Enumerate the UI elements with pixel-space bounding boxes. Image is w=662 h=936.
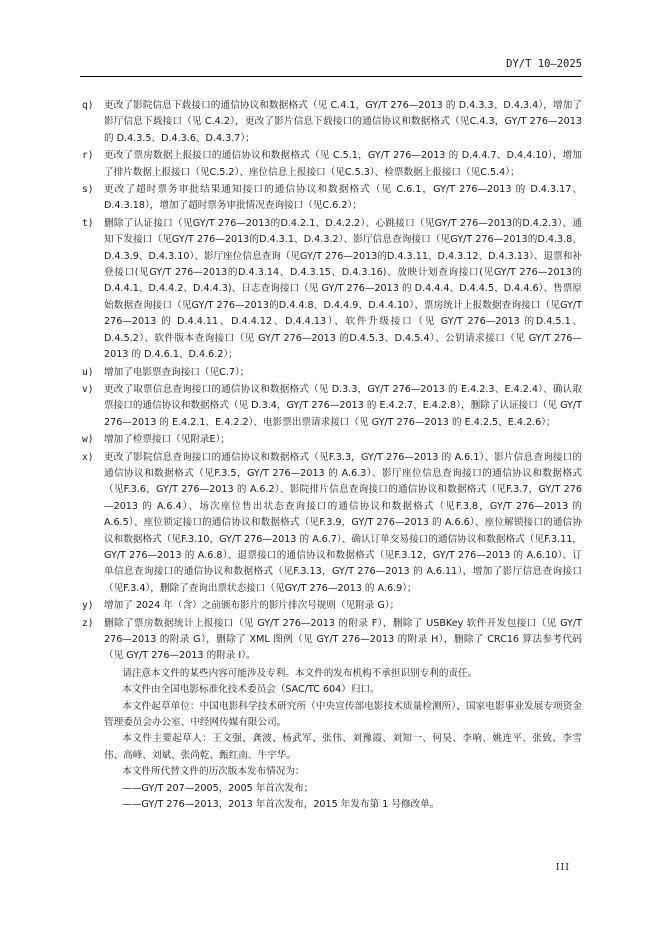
history-item: ——GY/T 207—2005，2005 年首次发布； bbox=[122, 782, 314, 794]
change-item bbox=[82, 450, 582, 598]
list-marker: r) bbox=[82, 150, 94, 162]
change-item bbox=[82, 432, 582, 448]
change-text: 更改了票房数据上报接口的通信协议和数据格式（见 C.5.1，GY/T 276—2013 的 D.4.4.7、D.4.4.10），增加了排片数据上报接口（见C.5.2）、座位信息上报接口（见C.5.3）、检票数据上报接口（见C.5.4）； bbox=[104, 150, 582, 178]
header-rule bbox=[80, 76, 582, 77]
change-item bbox=[82, 98, 582, 147]
list-marker: u) bbox=[82, 366, 94, 378]
change-text: 增加了检票接口（见附录E）； bbox=[104, 434, 230, 446]
change-text: 增加了电影票查询接口（见C.7）； bbox=[104, 366, 250, 378]
page-number: III bbox=[555, 862, 570, 873]
change-text: 更改了影院信息下载接口的通信协议和数据格式（见 C.4.1，GY/T 276—2013 的 D.4.3.3、D.4.3.4），增加了影厅信息下载接口（见 C.4.2），更改了影片信息下载接口的通信协议和数据格式（见C.4.3，GY/T 276—2013 的 D.4.3.5、D.4.3.6、D.4.3.7）； bbox=[104, 100, 582, 144]
change-item bbox=[82, 365, 582, 381]
change-item bbox=[82, 216, 582, 364]
change-list bbox=[82, 98, 582, 665]
change-text: 删除了认证接口（见GY/T 276—2013的D.4.2.1、D.4.2.2）、心跳接口（见GY/T 276—2013的D.4.2.3）、通知下发接口（见GY/T 276—2013的D.4.3.1、D.4.3.2）、影厅信息查询接口（见GY/T 276—2013的D.4.3.8、D.4.3.9、D.4.3.10）、影厅座位信息查询（见GY/T 276—2013的D.4.3.11、D.4.3.12、D.4.3.13）、退票和补登接口(见GY/T 276—2013的D.4.3.14、D.4.3.15、D.4.3.16)、放映计划查询接口(见GY/T 276—2013的D.4.4.1、D.4.4.2、D.4.4.3)、日志查询接口（见 GY/T 276—2013 的 D.4.4.4、D.4.4.5、D.4.4.6）、售票原始数据查询接口（见GY/T 276—2013的D.4.4.8、D.4.4.9、D.4.4.10）、票房统计上报数据查询接口（见GY/T 276—2013 的 D.4.4.11、D.4.4.12、D.4.4.13）、软件升级接口（见 GY/T 276—2013 的D.4.5.1、D.4.5.2）、软件版本查询接口（见 GY/T 276—2013 的D.4.5.3、D.4.5.4）、公钥请求接口（见 GY/T 276—2013 的 D.4.6.1、D.4.6.2）； bbox=[104, 217, 582, 361]
change-item bbox=[82, 382, 582, 431]
change-text: 增加了 2024 年（含）之前颁布影片的影片排次号规则（见附录 G）； bbox=[104, 600, 400, 612]
list-marker: w) bbox=[82, 434, 94, 446]
change-item bbox=[82, 598, 582, 614]
change-text: 删除了票房数据统计上报接口（见 GY/T 276—2013 的附录 F），删除了 USBKey 软件开发包接口（见 GY/T 276—2013 的附录 G），删除了 XML 图例（见 GY/T 276—2013 的附录 H），删除了 CRC16 算法参考代码（见 GY/T 276—2013 的附录 I）。 bbox=[104, 617, 582, 662]
drafting-units-paragraph: 本文件起草单位：中国电影科学技术研究所（中央宣传部电影技术质量检测所）、国家电影事业发展专项资金管理委员会办公室、中经网传媒有限公司。 bbox=[104, 700, 582, 729]
document-body bbox=[82, 98, 582, 813]
change-item bbox=[82, 148, 582, 181]
document-number: DY/T 10—2025 bbox=[506, 58, 582, 70]
list-marker: s) bbox=[82, 184, 94, 196]
list-marker: q) bbox=[82, 100, 94, 111]
change-text: 更改了影院信息查询接口的通信协议和数据格式（见F.3.3，GY/T 276—2013 的 A.6.1）、影片信息查询接口的通信协议和数据格式（见F.3.5，GY/T 276—2013 的 A.6.3）、影厅座位信息查询接口的通信协议和数据格式（见F.3.6，GY/T 276—2013 的 A.6.2）、影院排片信息查询接口的通信协议和数据格式（见F.3.7，GY/T 276—2013 的 A.6.4）、场次座位售出状态查询接口的通信协议和数据格式（见F.3.8，GY/T 276—2013 的 A.6.5）、座位锁定接口的通信协议和数据格式（见F.3.9，GY/T 276—2013 的 A.6.6）、座位解锁接口的通信协议和数据格式（见F.3.10，GY/T 276—2013 的 A.6.7）、确认订单交易接口的通信协议和数据格式（见F.3.11，GY/T 276—2013 的 A.6.8）、退票接口的通信协议和数据格式（见F.3.12，GY/T 276—2013 的 A.6.10）、订单信息查询接口的通信协议和数据格式（见F.3.13，GY/T 276—2013 的 A.6.11），增加了影厅信息查询接口（见F.3.4），删除了查询出票状态接口（见GY/T 276—2013 的 A.6.9）； bbox=[104, 451, 582, 594]
proposer-paragraph: 本文件由全国电影标准化技术委员会（SAC/TC 604）归口。 bbox=[122, 684, 380, 696]
change-text: 更改了超时票务审批结果通知接口的通信协议和数据格式（见 C.6.1，GY/T 276—2013 的 D.4.3.17、D.4.3.18），增加了超时票务审批情况查询接口（见C.6.2）； bbox=[104, 184, 582, 212]
list-marker: t) bbox=[82, 217, 94, 229]
list-marker: v) bbox=[82, 383, 94, 395]
list-marker: x) bbox=[82, 451, 94, 463]
history-intro: 本文件所代替文件的历次版本发布情况为： bbox=[122, 766, 305, 778]
patent-notice: 请注意本文件的某些内容可能涉及专利。本文件的发布机构不承担识别专利的责任。 bbox=[122, 667, 478, 679]
change-item bbox=[82, 182, 582, 215]
list-marker: z) bbox=[82, 617, 94, 629]
list-marker: y) bbox=[82, 600, 94, 612]
drafters-paragraph: 本文件主要起草人：王文强、龚波、杨武军、张伟、刘豫霞、刘知一、何昊、李响、姚连平、张致、李雪伟、高峰、刘斌、张尚乾、甄红南、牛宇华。 bbox=[104, 733, 582, 761]
history-item: ——GY/T 276—2013，2013 年首次发布，2015 年发布第 1 号修改单。 bbox=[122, 799, 440, 811]
change-item bbox=[82, 616, 582, 665]
change-text: 更改了取票信息查询接口的通信协议和数据格式（见 D.3.3，GY/T 276—2013 的 E.4.2.3、E.4.2.4）、确认取票接口的通信协议和数据格式（见 D.3.4，GY/T 276—2013 的 E.4.2.7、E.4.2.8），删除了认证接口（见 GY/T 276—2013 的 E.4.2.1、E.4.2.2）、电影票出票请求接口（见 GY/T 276—2013 的 E.4.2.5、E.4.2.6）； bbox=[104, 383, 582, 428]
